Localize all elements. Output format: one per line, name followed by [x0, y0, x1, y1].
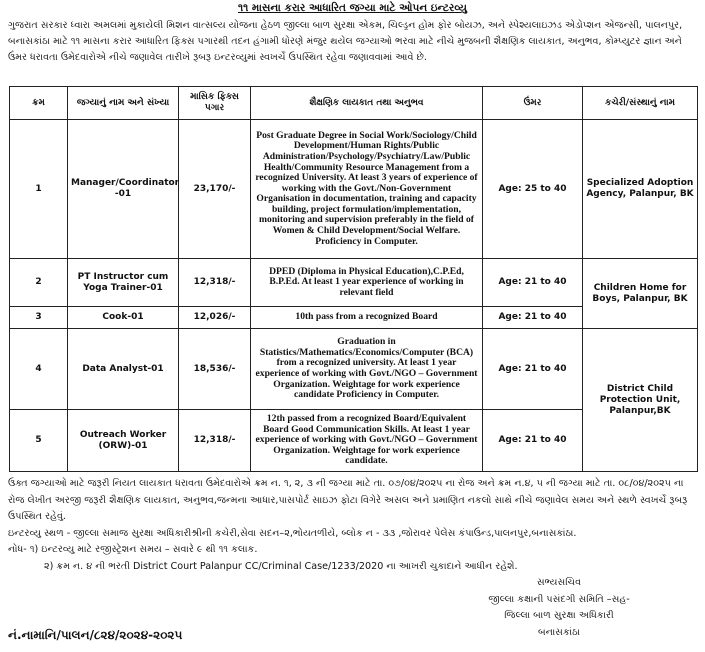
row-qualification: DPED (Diploma in Physical Education),C.P.Ed, B.P.Ed. At least 1 year experience of working in relevant field: [251, 259, 483, 307]
note-court-case: ૨) ક્રમ ન. ૪ ની ભરતી District Court Palanpur CC/Criminal Case/1233/2020 ના આખરી ચુકાદાને આધીન રહેશે.: [44, 560, 518, 572]
row-no: 3: [10, 307, 68, 329]
office-children-home: Children Home for Boys, Palanpur, BK: [583, 259, 698, 329]
row-qualification: Graduation in Statistics/Mathematics/Economics/Computer (BCA) from a recognized university. At least 1 year experience of working with Govt./NGO – Government Organization. Weightage for work experience candidate Proficiency in Computer.: [251, 329, 483, 410]
row-salary: 12,318/-: [179, 259, 251, 307]
row-post: Cook-01: [68, 307, 179, 329]
signature-line: સભ્યસચિવ: [536, 577, 582, 588]
row-no: 1: [10, 120, 68, 259]
notice-title: ૧૧ માસના કરાર આધારિત જગ્યા માટે ઓપન ઇન્ટરવ્યુ: [237, 2, 467, 14]
intro-paragraph: ગુજરાત સરકાર ધ્વારા અમલમાં મુકાયેલી મિશન વાત્સલ્ય યોજના હેઠળ જીલ્લા બાળ સુરક્ષા એકમ, ચિલ્ડ્રન હોમ ફોર બોયઝ, અને સ્પેશ્યલાઇઝડ એડોપ્શન એજન્સી, પાલનપુર, બનાસકાંઠા માટે ૧૧ માસના કરાર આધારિત ફિક્સ પગારથી તદન હંગામી ધોરણે મંજુર થયેલ જગ્યાઓ ભરવા માટે નીચે મુજબની શૈક્ષણિક લાયકાત, અનુભવ, કોમ્પ્યુટર જ્ઞાન અને ઉંમર ધરાવતા ઉમેદવારોએ નીચે જણાવેલ તારીખે રૂબરૂ ઇન્ટરવ્યુમાં સ્વખર્ચે ઉપસ્થિત રહેવા જણાવવામાં આવે છે.: [8, 20, 683, 63]
header-post: જગ્યાનું નામ અને સંખ્યા: [68, 87, 179, 120]
footer-text: [8, 476, 698, 575]
table-row: [10, 259, 698, 307]
reference-number: નં.નામાનિ/પાલન/૮૨૪/૨૦૨૪-૨૦૨૫: [8, 628, 183, 642]
row-age: Age: 21 to 40: [483, 329, 583, 410]
row-salary: 23,170/-: [179, 120, 251, 259]
signature-line: બનાસકાંઠા: [537, 626, 581, 638]
row-qualification: 10th pass from a recognized Board: [251, 307, 483, 329]
row-qualification: 12th passed from a recognized Board/Equivalent Board Good Communication Skills. At least 1 year experience of working with Govt./NGO – Government Organization. Weightage for work experience candidate.: [251, 410, 483, 472]
row-post: Outreach Worker (ORW)-01: [68, 410, 179, 472]
row-no: 4: [10, 329, 68, 410]
row-age: Age: 21 to 40: [483, 259, 583, 307]
signature-line: જીલ્લા કક્ષાની પસંદગી સમિતિ –સહ-: [488, 593, 630, 605]
row-no: 2: [10, 259, 68, 307]
table-row: [10, 329, 698, 410]
table-header-row: [10, 87, 698, 120]
row-no: 5: [10, 410, 68, 472]
header-qualification: શૈક્ષણિક લાયકાત તથા અનુભવ: [251, 87, 483, 120]
row-salary: 12,318/-: [179, 410, 251, 472]
row-age: Age: 21 to 40: [483, 307, 583, 329]
interview-venue: ઇન્ટરવ્યુ સ્થળ - જીલ્લા સમાજ સુરક્ષા અધિકારીશ્રીની કચેરી,સેવા સદન–૨,ભોયતળીયે, બ્લોક ન - ૩૩ ,જોરાવર પેલેસ કંપાઉન્ડ,પાલનપુર,બનાસકાંઠા.: [8, 527, 577, 539]
office-dcpu: District Child Protection Unit, Palanpur,BK: [583, 329, 698, 472]
note-registration: નોધ- ૧) ઇન્ટરવ્યુ માટે રજીસ્ટ્રેશન સમય – સવારે ૯ થી ૧૧ કલાક.: [8, 544, 258, 555]
row-post: PT Instructor cum Yoga Trainer-01: [68, 259, 179, 307]
header-salary: માસિક ફિક્સ પગાર: [179, 87, 251, 120]
row-salary: 12,026/-: [179, 307, 251, 329]
row-qualification: Post Graduate Degree in Social Work/Sociology/Child Development/Human Rights/Public Administration/Psychology/Psychiatry/Law/Public Health/Community Resource Management from a recognized University. At least 3 years of experience of working with the Govt./Non-Government Organisation in documentation, training and capacity building, project formulation/implementation, monitoring and supervision preferably in the field of Women & Child Development/Social Welfare. Proficiency in Computer.: [251, 120, 483, 259]
row-salary: 18,536/-: [179, 329, 251, 410]
row-post: Data Analyst-01: [68, 329, 179, 410]
header-no: ક્રમ: [10, 87, 68, 120]
footer-instructions: ઉક્ત જગ્યાઓ માટે જરૂરી નિયત લાયકાત ધરાવતા ઉમેદવારોએ ક્રમ ન. ૧, ૨, ૩ ની જગ્યા માટે તા. ૦૭/૦૪/૨૦૨૫ ના રોજ અને ક્રમ ન.૪, ૫ ની જગ્યા માટે તા. ૦૮/૦૪/૨૦૨૫ ના રોજ લેખીત અરજી જરૂરી શૈક્ષણિક લાયકાત, અનુભવ,જન્મના આધાર,પાસપોર્ટ સાઇઝ ફોટા વિગેરે અસલ અને પ્રમાણિત નકલો સાથે નીચે જણાવેલ સમય અને સ્થળે સ્વખર્ચે રૂબરૂ ઉપસ્થિત રહેવું.: [8, 478, 688, 522]
row-age: Age: 25 to 40: [483, 120, 583, 259]
table-row: [10, 120, 698, 259]
vacancy-table: [9, 86, 698, 472]
signature-block: [449, 575, 669, 641]
row-post: Manager/Coordinator -01: [68, 120, 179, 259]
header-age: ઉંમર: [483, 87, 583, 120]
header-office: કચેરી/સંસ્થાનું નામ: [583, 87, 698, 120]
row-age: Age: 21 to 40: [483, 410, 583, 472]
office-adoption-agency: Specialized Adoption Agency, Palanpur, BK: [583, 120, 698, 259]
signature-line: જિલ્લા બાળ સુરક્ષા અધિકારી: [504, 610, 614, 621]
